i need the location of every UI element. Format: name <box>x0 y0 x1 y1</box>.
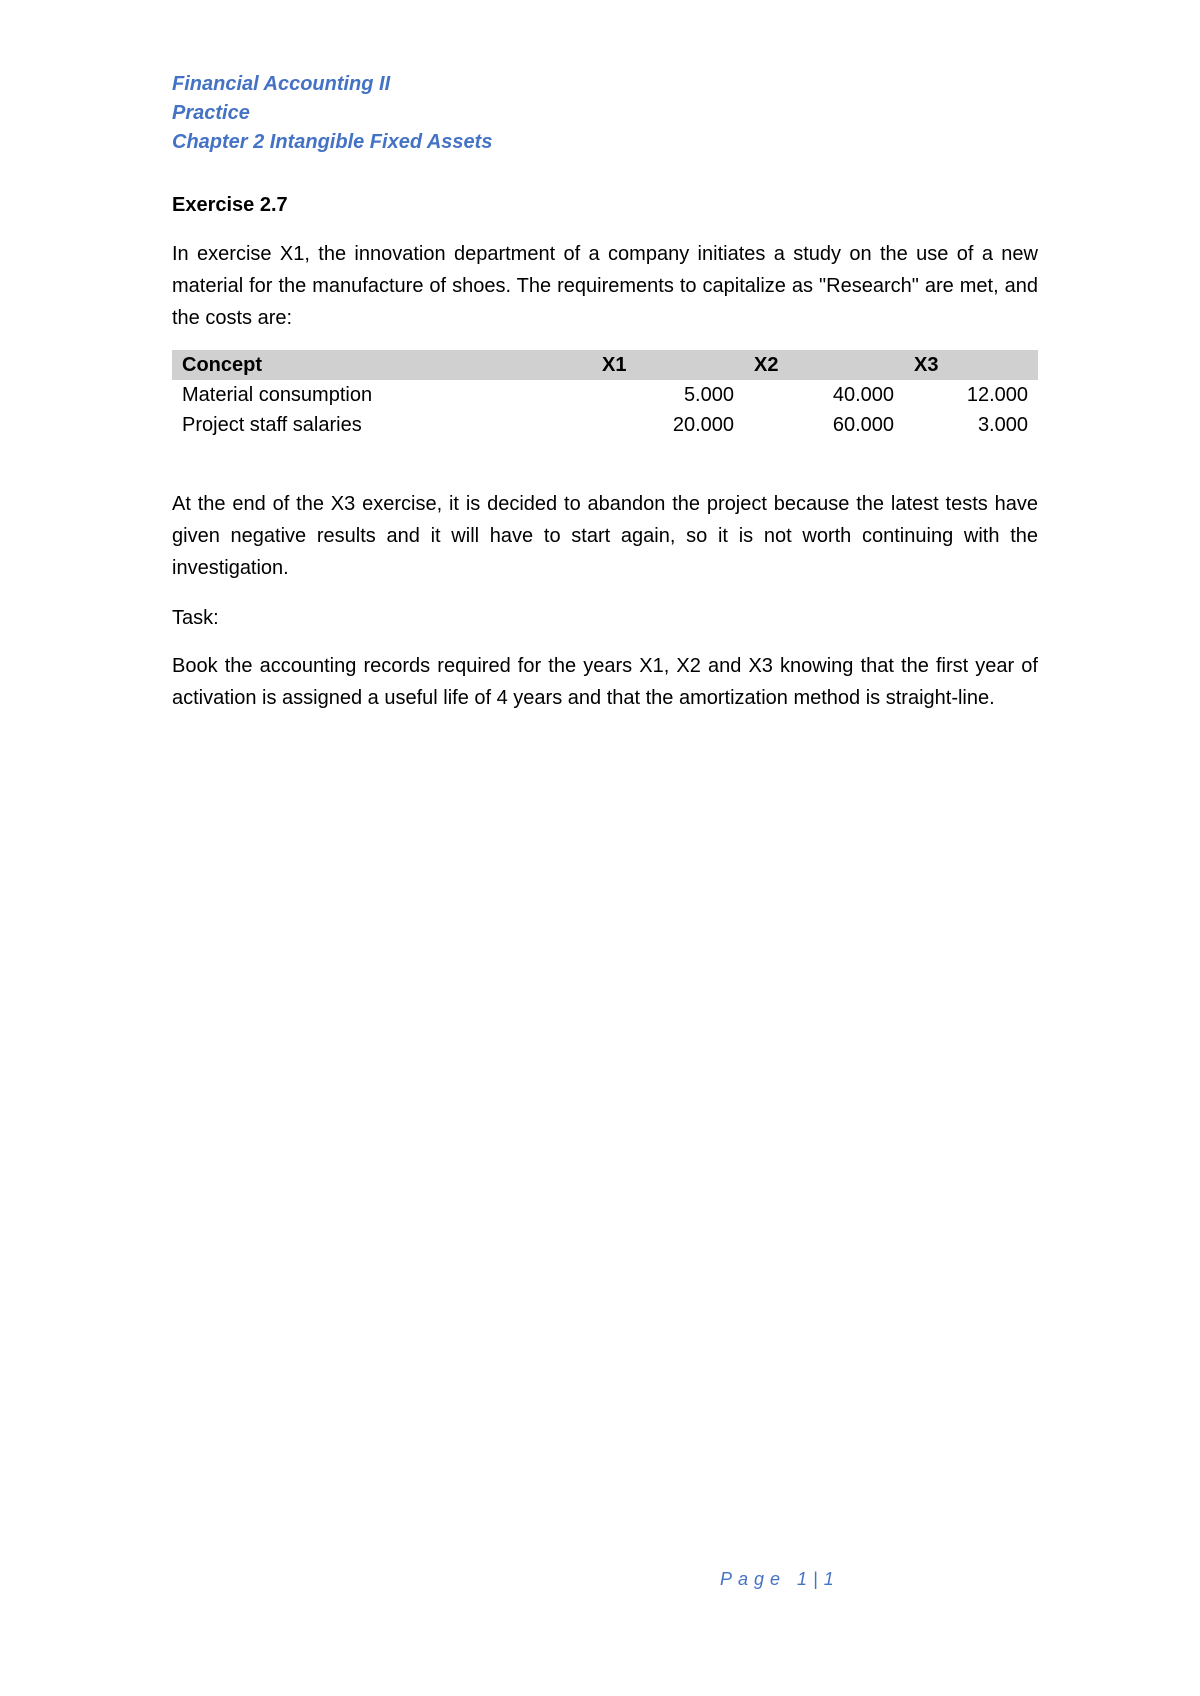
x2-cell: 60.000 <box>832 414 894 436</box>
column-header-x1: X1 <box>602 354 627 376</box>
concept-cell: Project staff salaries <box>182 414 362 436</box>
cost-table <box>172 350 1038 440</box>
x2-cell: 40.000 <box>832 384 894 406</box>
section-title: Practice <box>172 102 250 124</box>
table-row <box>172 380 1038 410</box>
chapter-title: Chapter 2 Intangible Fixed Assets <box>172 131 493 153</box>
column-header-x2: X2 <box>754 354 779 376</box>
document-header <box>172 70 492 157</box>
x3-cell: 3.000 <box>977 414 1028 436</box>
table-row <box>172 410 1038 440</box>
exercise-title: Exercise 2.7 <box>172 194 288 216</box>
x3-cell: 12.000 <box>966 384 1028 406</box>
concept-cell: Material consumption <box>182 384 373 406</box>
intro-paragraph: In exercise X1, the innovation department of a company initiates a study on the use of a new material for the manufacture of shoes. The requirements to capitalize as "Research" are met, and the costs are: <box>172 243 1038 329</box>
table-header-row <box>172 350 1038 380</box>
document-page <box>172 0 1038 1696</box>
column-header-concept: Concept <box>182 354 262 376</box>
column-header-x3: X3 <box>914 354 939 376</box>
x1-cell: 20.000 <box>672 414 734 436</box>
page-number: Page 1|1 <box>720 1569 840 1589</box>
task-paragraph: Book the accounting records required for the years X1, X2 and X3 knowing that the first year of activation is assigned a useful life of 4 years and that the amortization method is straight-line. <box>172 655 1038 709</box>
x1-cell: 5.000 <box>683 384 734 406</box>
task-label: Task: <box>172 607 219 629</box>
conclusion-paragraph: At the end of the X3 exercise, it is decided to abandon the project because the latest tests have given negative results and it will have to start again, so it is not worth continuing with the investigation. <box>172 493 1038 579</box>
course-title: Financial Accounting II <box>172 73 391 95</box>
